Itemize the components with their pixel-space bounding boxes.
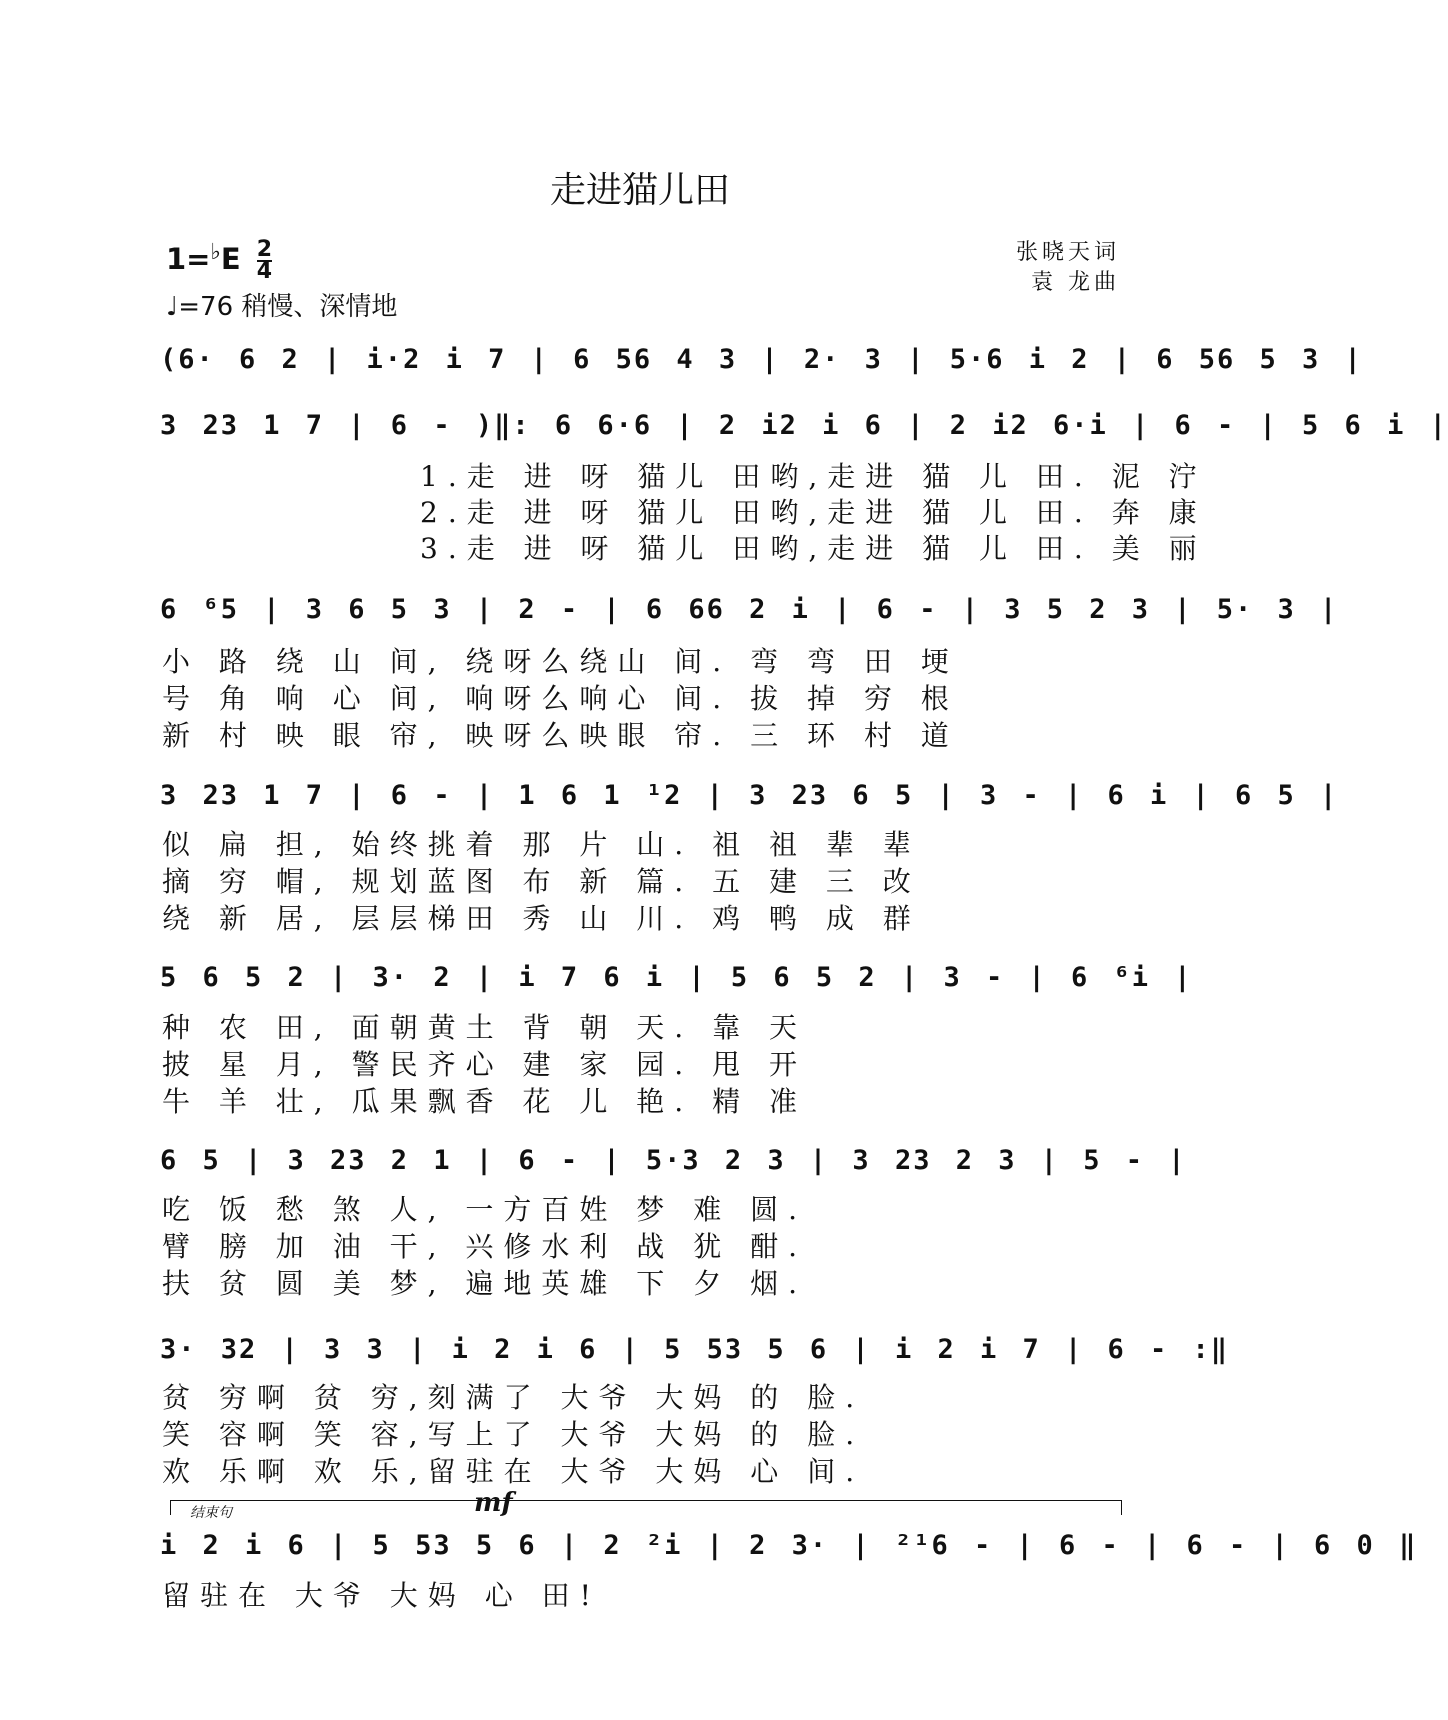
lyric-line-5-verse-3: 牛 羊 壮, 瓜果飘香 花 儿 艳. 精 准 bbox=[162, 1085, 808, 1118]
time-signature bbox=[256, 237, 273, 284]
lyric-line-3-verse-2: 号 角 响 心 间, 响呀么响心 间. 拔 掉 穷 根 bbox=[162, 682, 959, 715]
lyric-line-4-verse-3: 绕 新 居, 层层梯田 秀 山 川. 鸡 鸭 成 群 bbox=[162, 902, 921, 935]
lyric-line-4-verse-2: 摘 穷 帽, 规划蓝图 布 新 篇. 五 建 三 改 bbox=[162, 865, 921, 898]
lyric-line-6-verse-2: 臂 膀 加 油 干, 兴修水利 战 犹 酣. bbox=[162, 1230, 808, 1263]
lyric-line-7-verse-3: 欢 乐啊 欢 乐,留驻在 大爷 大妈 心 间. bbox=[162, 1455, 865, 1488]
notation-line-7: 3· 32 | 3 3 | i 2 i 6 | 5 53 5 6 | i 2 i 7 | 6 - :‖ bbox=[160, 1334, 1230, 1365]
notation-line-1: (6· 6 2 | i·2 i 7 | 6 56 4 3 | 2· 3 | 5·6 i 2 | 6 56 5 3 | bbox=[160, 344, 1363, 375]
notation-line-5: 5 6 5 2 | 3· 2 | i 7 6 i | 5 6 5 2 | 3 - | 6 ⁶i | bbox=[160, 962, 1193, 993]
lyricist: 张晓天词 bbox=[1015, 240, 1120, 265]
key-letter: E bbox=[220, 242, 241, 276]
lyric-line-8: 留驻在 大爷 大妈 心 田! bbox=[162, 1579, 601, 1612]
lyric-line-2-verse-2: 2.走 进 呀 猫儿 田哟,走进 猫 儿 田. 奔 康 bbox=[420, 496, 1207, 529]
notation-line-4: 3 23 1 7 | 6 - | 1 6 1 ¹2 | 3 23 6 5 | 3 - | 6 i | 6 5 | bbox=[160, 780, 1339, 811]
dynamic-marking: mf bbox=[474, 1488, 513, 1518]
key-signature bbox=[166, 237, 273, 284]
composer: 袁 龙曲 bbox=[1031, 270, 1120, 295]
lyric-line-5-verse-2: 披 星 月, 警民齐心 建 家 园. 甩 开 bbox=[162, 1048, 808, 1081]
lyric-line-3-verse-3: 新 村 映 眼 帘, 映呀么映眼 帘. 三 环 村 道 bbox=[162, 719, 959, 752]
notation-line-8: i 2 i 6 | 5 53 5 6 | 2 ²i | 2 3· | ²¹6 - | 6 - | 6 - | 6 0 ‖ bbox=[160, 1530, 1418, 1561]
notation-line-3: 6 ⁶5 | 3 6 5 3 | 2 - | 6 66 2 i | 6 - | 3 5 2 3 | 5· 3 | bbox=[160, 594, 1339, 625]
lyric-line-5-verse-1: 种 农 田, 面朝黄土 背 朝 天. 靠 天 bbox=[162, 1011, 808, 1044]
tempo-marking: ♩=76 稍慢、深情地 bbox=[166, 292, 398, 322]
lyric-line-6-verse-1: 吃 饭 愁 煞 人, 一方百姓 梦 难 圆. bbox=[162, 1193, 808, 1226]
lyric-line-2-verse-3: 3.走 进 呀 猫儿 田哟,走进 猫 儿 田. 美 丽 bbox=[420, 532, 1207, 565]
coda-label: 结束句 bbox=[190, 1505, 232, 1521]
time-denominator: 4 bbox=[256, 259, 273, 284]
notation-line-2: 3 23 1 7 | 6 - )‖: 6 6·6 | 2 i2 i 6 | 2 i2 6·i | 6 - | 5 6 i | bbox=[160, 410, 1448, 441]
lyric-line-3-verse-1: 小 路 绕 山 间, 绕呀么绕山 间. 弯 弯 田 埂 bbox=[162, 645, 959, 678]
time-numerator: 2 bbox=[256, 237, 273, 262]
lyric-line-7-verse-1: 贫 穷啊 贫 穷,刻满了 大爷 大妈 的 脸. bbox=[162, 1381, 865, 1414]
notation-line-6: 6 5 | 3 23 2 1 | 6 - | 5·3 2 3 | 3 23 2 3 | 5 - | bbox=[160, 1145, 1187, 1176]
credits bbox=[1016, 238, 1120, 298]
lyric-line-2-verse-1: 1.走 进 呀 猫儿 田哟,走进 猫 儿 田. 泥 泞 bbox=[420, 460, 1207, 493]
lyric-line-6-verse-3: 扶 贫 圆 美 梦, 遍地英雄 下 夕 烟. bbox=[162, 1267, 808, 1300]
song-title: 走进猫儿田 bbox=[549, 170, 730, 211]
lyric-line-4-verse-1: 似 扁 担, 始终挑着 那 片 山. 祖 祖 辈 辈 bbox=[162, 828, 921, 861]
key-prefix: 1= bbox=[166, 242, 211, 276]
coda-bracket bbox=[170, 1500, 1122, 1515]
flat-sign: ♭ bbox=[210, 240, 221, 265]
lyric-line-7-verse-2: 笑 容啊 笑 容,写上了 大爷 大妈 的 脸. bbox=[162, 1418, 865, 1451]
